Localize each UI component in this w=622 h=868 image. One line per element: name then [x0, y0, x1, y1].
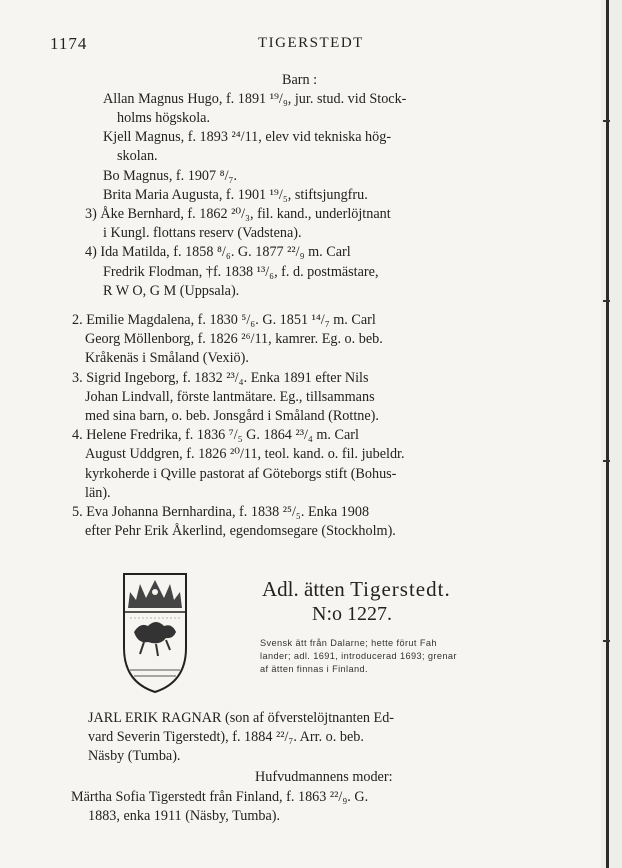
text-line: Kråkenäs i Småland (Vexiö). [85, 350, 249, 366]
page-number: 1174 [50, 34, 88, 53]
text-line: Johan Lindvall, förste lantmätare. Eg., tillsammans [85, 389, 375, 405]
text-line: 4) Ida Matilda, f. 1858 ⁸/₆. G. 1877 ²²/₉ m. Carl [85, 244, 351, 260]
text-line: 2. Emilie Magdalena, f. 1830 ⁵/₆. G. 1851 ¹⁴/₇ m. Carl [72, 312, 376, 328]
text-line: Märtha Sofia Tigerstedt från Finland, f. 1863 ²²/₉. G. [71, 789, 369, 805]
family-description: lander; adl. 1691, introducerad 1693; grenar [260, 651, 457, 661]
text-line: Georg Möllenborg, f. 1826 ²⁶/11, kamrer. Eg. o. beb. [85, 331, 383, 347]
page-edge [601, 0, 622, 868]
text-line: kyrkoherde i Qville pastorat af Göteborgs stift (Bohus- [85, 466, 397, 482]
text-line: holms högskola. [117, 110, 211, 126]
page-header [50, 34, 595, 58]
text-line: Fredrik Flodman, †f. 1838 ¹³/₆, f. d. postmästare, [103, 264, 379, 280]
text-line: Bo Magnus, f. 1907 ⁸/₇. [103, 168, 238, 184]
text-line: 5. Eva Johanna Bernhardina, f. 1838 ²⁵/₅. Enka 1908 [72, 504, 370, 520]
family-title-prefix: Adl. ätten [262, 577, 345, 601]
coat-of-arms [120, 570, 190, 695]
text-line: 1883, enka 1911 (Näsby, Tumba). [88, 808, 281, 824]
text-line: Hufvudmannens moder: [255, 769, 393, 785]
text-line: Kjell Magnus, f. 1893 ²⁴/11, elev vid tekniska hög- [103, 129, 392, 145]
edge-mark [603, 120, 610, 122]
text-line: med sina barn, o. beb. Jonsgård i Småland (Rottne). [85, 408, 379, 424]
edge-mark [603, 640, 610, 642]
text-line: i Kungl. flottans reserv (Vadstena). [103, 225, 302, 241]
text-line: Allan Magnus Hugo, f. 1891 ¹⁹/₉, jur. stud. vid Stock- [103, 91, 407, 107]
family-title-name: Tigerstedt. [350, 577, 451, 601]
edge-mark [603, 460, 610, 462]
text-line: 3. Sigrid Ingeborg, f. 1832 ²³/₄. Enka 1891 efter Nils [72, 370, 369, 386]
text-line: August Uddgren, f. 1826 ²⁰/11, teol. kand. o. fil. jubeldr. [85, 446, 405, 462]
text-line: vard Severin Tigerstedt), f. 1884 ²²/₇. Arr. o. beb. [88, 729, 364, 745]
text-line: 4. Helene Fredrika, f. 1836 ⁷/₅ G. 1864 ²³/₄ m. Carl [72, 427, 359, 443]
text-line: skolan. [117, 148, 158, 164]
text-line: län). [85, 485, 111, 501]
page-edge-rule [606, 0, 609, 868]
text-line: Näsby (Tumba). [88, 748, 181, 764]
text-line: JARL ERIK RAGNAR (son af öfverstelöjtnanten Ed- [88, 710, 395, 726]
edge-mark [603, 300, 610, 302]
text-line: Barn : [282, 72, 318, 88]
family-number: N:o 1227. [312, 603, 392, 625]
family-description: af ätten finnas i Finland. [260, 664, 368, 674]
text-line: Brita Maria Augusta, f. 1901 ¹⁹/₅, stiftsjungfru. [103, 187, 368, 203]
text-line: efter Pehr Erik Åkerlind, egendomsegare (Stockholm). [85, 523, 396, 539]
family-description: Svensk ätt från Dalarne; hette förut Fah [260, 638, 437, 648]
text-line: 3) Åke Bernhard, f. 1862 ²⁰/₃, fil. kand., underlöjtnant [85, 206, 391, 222]
running-title: TIGERSTEDT [258, 35, 364, 51]
text-line: R W O, G M (Uppsala). [103, 283, 240, 299]
